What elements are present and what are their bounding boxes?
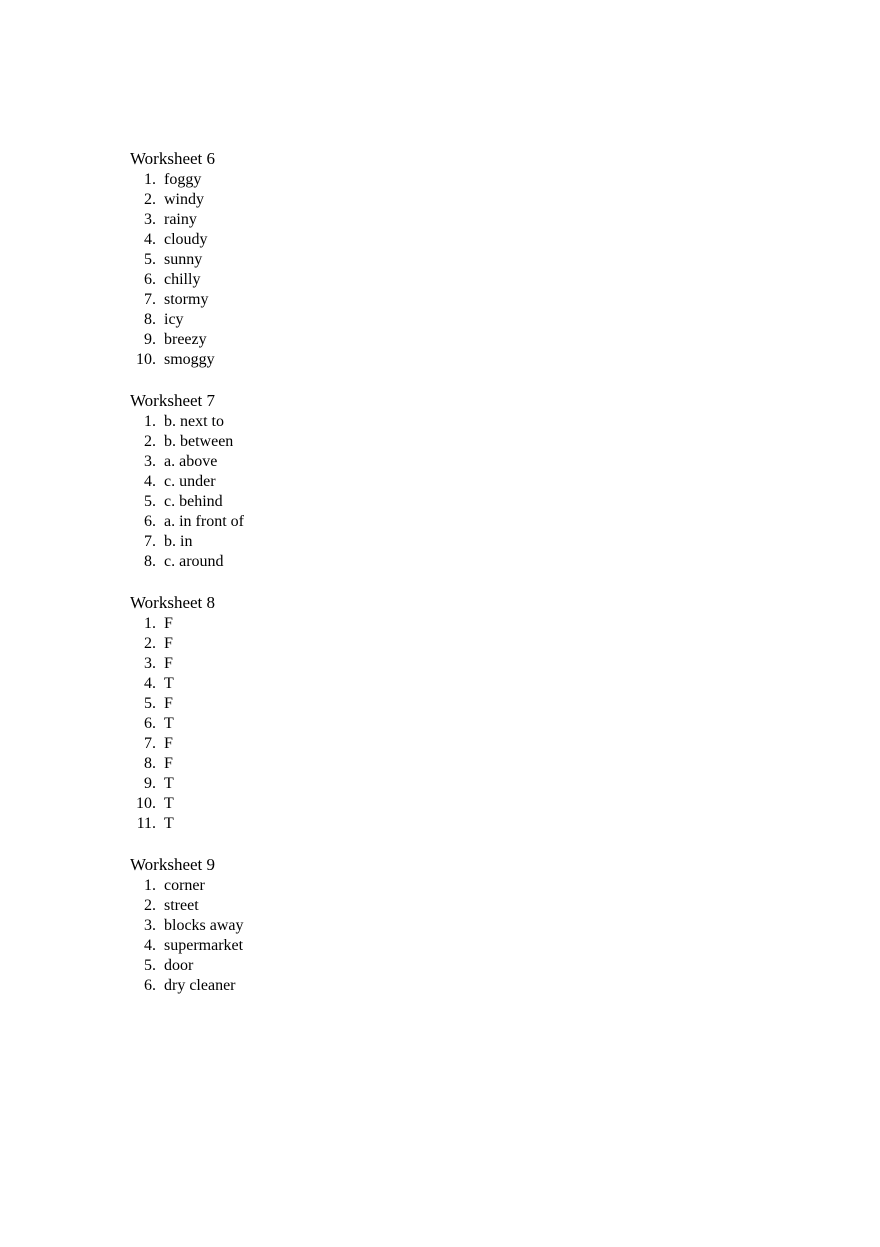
list-item xyxy=(130,754,830,774)
item-answer: breezy xyxy=(164,331,207,348)
section-title: Worksheet 7 xyxy=(130,391,216,410)
list-item xyxy=(130,452,830,472)
item-number: 3. xyxy=(144,211,156,228)
list-item xyxy=(130,250,830,270)
list-item xyxy=(130,170,830,190)
item-number: 2. xyxy=(144,897,156,914)
item-answer: b. in xyxy=(164,533,193,550)
item-answer: F xyxy=(164,635,173,652)
item-answer: c. around xyxy=(164,553,224,570)
item-number: 7. xyxy=(144,291,156,308)
list-item xyxy=(130,412,830,432)
answer-list xyxy=(130,876,830,996)
list-item xyxy=(130,614,830,634)
list-item xyxy=(130,432,830,452)
item-answer: chilly xyxy=(164,271,201,288)
item-answer: T xyxy=(164,815,174,832)
item-number: 6. xyxy=(144,977,156,994)
item-number: 4. xyxy=(144,937,156,954)
list-item xyxy=(130,472,830,492)
item-answer: supermarket xyxy=(164,937,244,954)
item-number: 6. xyxy=(144,715,156,732)
item-answer: rainy xyxy=(164,211,197,228)
item-number: 1. xyxy=(144,615,156,632)
list-item xyxy=(130,230,830,250)
item-number: 5. xyxy=(144,695,156,712)
item-number: 10. xyxy=(136,351,156,368)
item-answer: icy xyxy=(164,311,184,328)
item-number: 5. xyxy=(144,251,156,268)
item-answer: smoggy xyxy=(164,351,215,368)
item-answer: F xyxy=(164,735,173,752)
item-number: 4. xyxy=(144,473,156,490)
item-number: 3. xyxy=(144,453,156,470)
list-item xyxy=(130,330,830,350)
item-number: 2. xyxy=(144,433,156,450)
item-number: 7. xyxy=(144,735,156,752)
item-answer: T xyxy=(164,775,174,792)
list-item xyxy=(130,714,830,734)
worksheet-6-section xyxy=(130,148,830,370)
item-answer: c. under xyxy=(164,473,216,490)
item-answer: blocks away xyxy=(164,917,244,934)
list-item xyxy=(130,552,830,572)
list-item xyxy=(130,512,830,532)
item-number: 1. xyxy=(144,877,156,894)
item-number: 4. xyxy=(144,231,156,248)
item-answer: T xyxy=(164,795,174,812)
list-item xyxy=(130,814,830,834)
item-number: 4. xyxy=(144,675,156,692)
list-item xyxy=(130,976,830,996)
item-answer: sunny xyxy=(164,251,203,268)
item-answer: a. above xyxy=(164,453,218,470)
item-number: 1. xyxy=(144,413,156,430)
answer-list xyxy=(130,614,830,834)
item-number: 2. xyxy=(144,635,156,652)
item-number: 9. xyxy=(144,775,156,792)
list-item xyxy=(130,774,830,794)
answer-list xyxy=(130,170,830,370)
list-item xyxy=(130,734,830,754)
list-item xyxy=(130,310,830,330)
item-answer: b. next to xyxy=(164,413,224,430)
list-item xyxy=(130,190,830,210)
list-item xyxy=(130,794,830,814)
item-answer: F xyxy=(164,655,173,672)
list-item xyxy=(130,674,830,694)
section-title: Worksheet 9 xyxy=(130,855,216,874)
item-answer: T xyxy=(164,675,174,692)
item-answer: dry cleaner xyxy=(164,977,236,994)
list-item xyxy=(130,896,830,916)
list-item xyxy=(130,210,830,230)
item-answer: b. between xyxy=(164,433,234,450)
list-item xyxy=(130,654,830,674)
list-item xyxy=(130,956,830,976)
item-answer: T xyxy=(164,715,174,732)
item-number: 2. xyxy=(144,191,156,208)
item-number: 5. xyxy=(144,957,156,974)
item-number: 6. xyxy=(144,513,156,530)
item-answer: door xyxy=(164,957,194,974)
item-number: 3. xyxy=(144,655,156,672)
list-item xyxy=(130,532,830,552)
item-number: 11. xyxy=(136,815,156,832)
item-answer: stormy xyxy=(164,291,209,308)
item-answer: a. in front of xyxy=(164,513,244,530)
list-item xyxy=(130,270,830,290)
list-item xyxy=(130,290,830,310)
list-item xyxy=(130,876,830,896)
item-number: 10. xyxy=(136,795,156,812)
item-answer: corner xyxy=(164,877,205,894)
item-number: 8. xyxy=(144,553,156,570)
worksheet-7-section xyxy=(130,390,830,572)
worksheet-8-section xyxy=(130,592,830,834)
item-answer: F xyxy=(164,615,173,632)
item-number: 7. xyxy=(144,533,156,550)
item-answer: c. behind xyxy=(164,493,223,510)
list-item xyxy=(130,916,830,936)
item-answer: windy xyxy=(164,191,204,208)
list-item xyxy=(130,350,830,370)
item-answer: F xyxy=(164,695,173,712)
section-title: Worksheet 8 xyxy=(130,593,216,612)
section-title: Worksheet 6 xyxy=(130,149,216,168)
list-item xyxy=(130,492,830,512)
answer-list xyxy=(130,412,830,572)
item-answer: foggy xyxy=(164,171,202,188)
item-answer: cloudy xyxy=(164,231,208,248)
item-number: 3. xyxy=(144,917,156,934)
item-answer: F xyxy=(164,755,173,772)
item-number: 1. xyxy=(144,171,156,188)
item-number: 9. xyxy=(144,331,156,348)
worksheet-9-section xyxy=(130,854,830,996)
list-item xyxy=(130,694,830,714)
item-answer: street xyxy=(164,897,199,914)
item-number: 8. xyxy=(144,311,156,328)
list-item xyxy=(130,634,830,654)
list-item xyxy=(130,936,830,956)
item-number: 6. xyxy=(144,271,156,288)
item-number: 8. xyxy=(144,755,156,772)
item-number: 5. xyxy=(144,493,156,510)
answer-key-page xyxy=(130,148,830,1016)
